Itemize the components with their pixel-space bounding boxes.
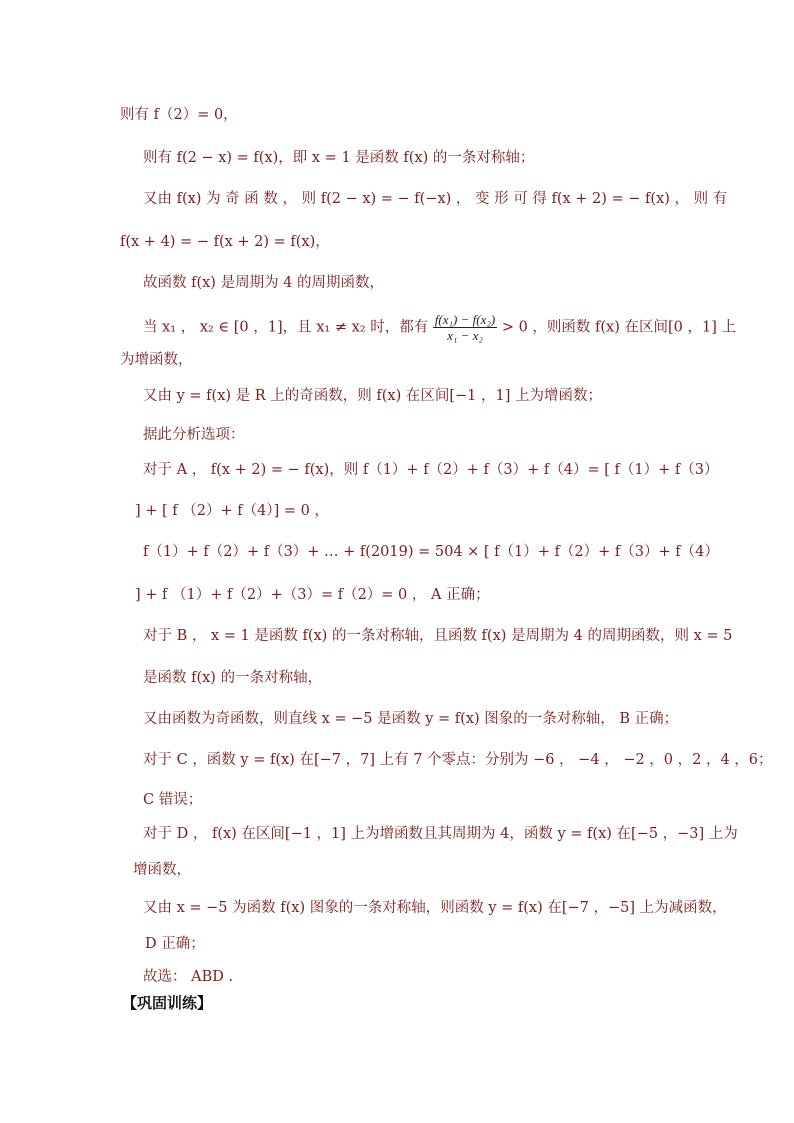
text-line-6: [143, 312, 736, 343]
text-line-1: 则有 f（2）= 0，: [120, 107, 238, 123]
text-line-10: 对于 A ， f(x + 2) = − f(x)，则 f（1）+ f（2）+ f（3）+ f（4）= [ f（1）+ f（3）: [143, 462, 719, 478]
text-line-11: ] + [ f （2）+ f（4）] = 0 ，: [135, 503, 329, 519]
fraction-denominator: x₁ − x₂: [447, 328, 483, 343]
section-heading: 【巩固训练】: [122, 994, 213, 1012]
text-line-12: f（1）+ f（2）+ f（3）+ … + f(2019) = 504 × [ f（1）+ f（2）+ f（3）+ f（4）: [143, 544, 719, 560]
text-line-8: 又由 y = f(x) 是 R 上的奇函数，则 f(x) 在区间[−1 ，1] 上为增函数；: [143, 388, 602, 404]
text-line-2: 则有 f(2 − x) = f(x)，即 x = 1 是函数 f(x) 的一条对称轴；: [143, 150, 535, 166]
text-line-6-suffix: > 0 ，则函数 f(x) 在区间[0 ，1] 上: [501, 319, 736, 336]
text-line-22: D 正确；: [145, 936, 205, 952]
text-line-7: 为增函数，: [120, 352, 193, 368]
text-line-3: 又由 f(x) 为 奇 函 数 ， 则 f(2 − x) = − f(−x) ， 变 形 可 得 f(x + 2) = − f(x) ， 则 有: [143, 191, 728, 207]
text-line-6-prefix: 当 x₁ ， x₂ ∈ [0 ，1]，且 x₁ ≠ x₂ 时，都有: [143, 319, 429, 336]
text-line-21: 又由 x = −5 为函数 f(x) 图象的一条对称轴，则函数 y = f(x) 在[−7 ，−5] 上为减函数，: [143, 900, 727, 916]
text-line-19: 对于 D ， f(x) 在区间[−1 ，1] 上为增函数且其周期为 4，函数 y = f(x) 在[−5 ，−3] 上为: [143, 826, 738, 842]
fraction-numerator: f(x₁) − f(x₂): [434, 312, 496, 327]
text-line-16: 又由函数为奇函数，则直线 x = −5 是函数 y = f(x) 图象的一条对称轴， B 正确；: [143, 711, 679, 727]
text-line-17: 对于 C ，函数 y = f(x) 在[−7 ，7] 上有 7 个零点：分别为 −6 ， −4 ， −2 ，0 ，2 ，4 ，6；: [143, 752, 773, 768]
text-line-4: f(x + 4) = − f(x + 2) = f(x)，: [120, 234, 330, 250]
text-line-5: 故函数 f(x) 是周期为 4 的周期函数，: [143, 275, 385, 291]
text-line-15: 是函数 f(x) 的一条对称轴，: [143, 670, 323, 686]
text-line-20: 增函数，: [133, 862, 191, 878]
text-line-14: 对于 B ， x = 1 是函数 f(x) 的一条对称轴，且函数 f(x) 是周期为 4 的周期函数，则 x = 5: [143, 628, 733, 644]
text-line-9: 据此分析选项：: [143, 427, 245, 443]
text-line-13: ] + f （1）+ f（2）+（3）= f（2）= 0 ， A 正确；: [135, 587, 490, 603]
text-line-23: 故选： ABD .: [143, 969, 234, 985]
fraction: [433, 312, 497, 343]
text-line-18: C 错误；: [143, 792, 203, 808]
